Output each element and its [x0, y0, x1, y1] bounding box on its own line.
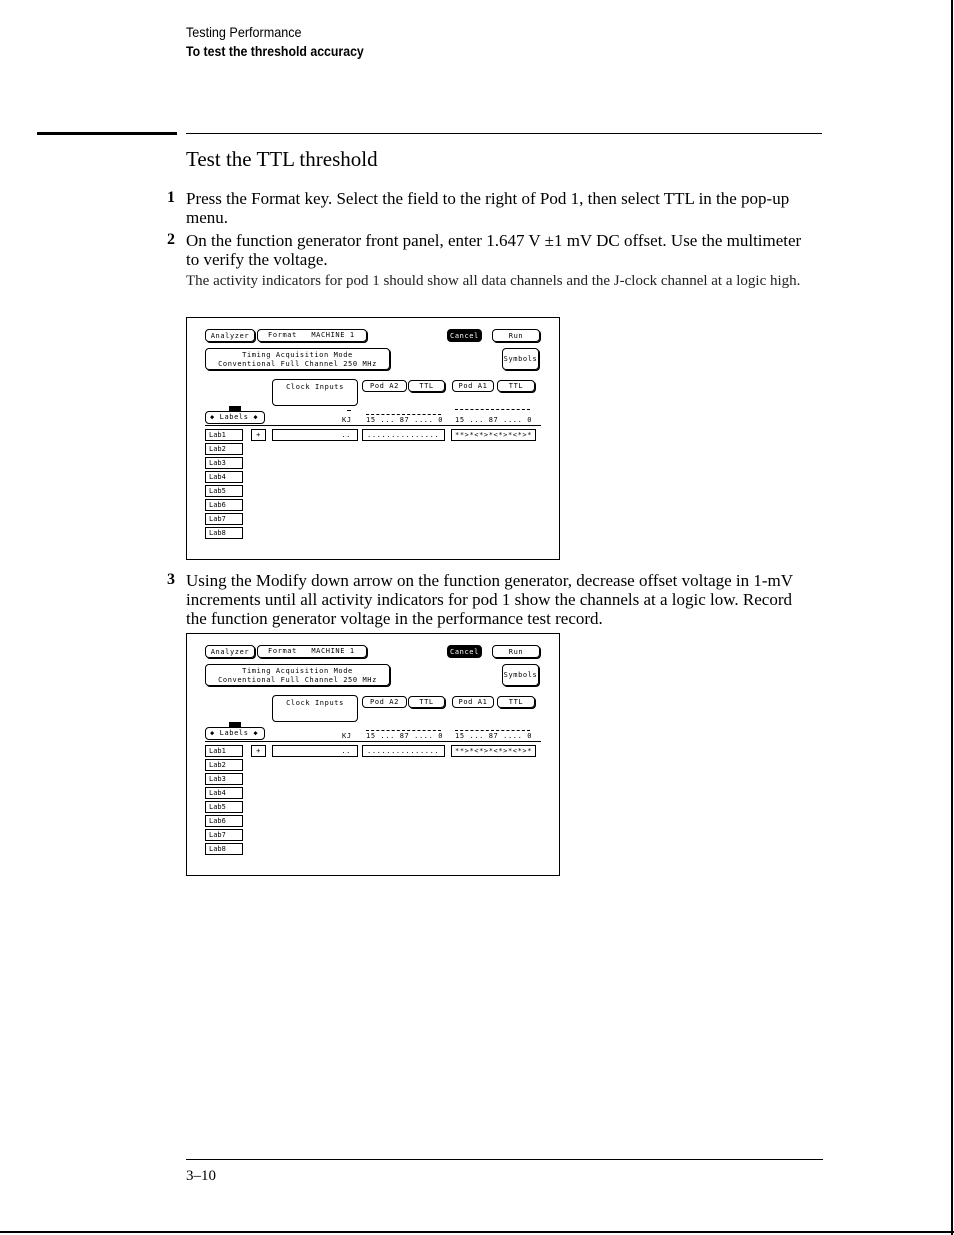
- pod-a2-bits: 15 ... 87 .... 0: [366, 732, 444, 740]
- format-label: Format: [268, 331, 297, 339]
- machine-label: MACHINE 1: [311, 647, 355, 655]
- header-section: Testing Performance: [186, 24, 302, 40]
- label-row-3[interactable]: Lab3: [205, 457, 243, 469]
- machine-label: MACHINE 1: [311, 331, 355, 339]
- pod-a1-label: Pod A1: [452, 696, 494, 708]
- label-row-2[interactable]: Lab2: [205, 443, 243, 455]
- pod-a1-activity-high: [455, 409, 530, 410]
- label-row-1[interactable]: Lab1: [205, 745, 243, 757]
- cancel-button[interactable]: Cancel: [447, 329, 482, 342]
- label-row-8[interactable]: Lab8: [205, 527, 243, 539]
- mode-line-2: Conventional Full Channel 250 MHz: [218, 676, 377, 684]
- label-row-7[interactable]: Lab7: [205, 829, 243, 841]
- labels-text: Labels: [219, 413, 249, 421]
- analyzer-button[interactable]: Analyzer: [205, 645, 255, 658]
- pod-a1-threshold-button[interactable]: TTL: [497, 380, 535, 392]
- label-row-1[interactable]: Lab1: [205, 429, 243, 441]
- kj-activity-indicator: [347, 410, 351, 411]
- format-machine-button[interactable]: [257, 645, 367, 658]
- pod-a1-field[interactable]: **>*<*>*<*>*<*>*: [451, 745, 536, 757]
- pod-a2-activity: [366, 730, 441, 731]
- label-row-4[interactable]: Lab4: [205, 471, 243, 483]
- section-title: Test the TTL threshold: [186, 147, 378, 171]
- label-row-8[interactable]: Lab8: [205, 843, 243, 855]
- labels-button[interactable]: ◆ Labels ◆: [205, 411, 265, 424]
- format-machine-button[interactable]: [257, 329, 367, 342]
- pod-a2-threshold-button[interactable]: TTL: [408, 380, 445, 392]
- step-3-number: 3: [167, 571, 175, 588]
- pod-a2-activity: [366, 414, 441, 415]
- run-button[interactable]: Run: [492, 329, 540, 342]
- page-border-right: [951, 0, 953, 1235]
- clock-kj-header: KJ: [342, 416, 352, 424]
- header-subsection: To test the threshold accuracy: [186, 43, 364, 59]
- pod-a2-label: Pod A2: [362, 696, 407, 708]
- label-row-6[interactable]: Lab6: [205, 499, 243, 511]
- step-1-text: Press the Format key. Select the field to the right of Pod 1, then select TTL in the pop-up menu.: [186, 189, 790, 227]
- run-button[interactable]: Run: [492, 645, 540, 658]
- format-label: Format: [268, 647, 297, 655]
- step-2-note: The activity indicators for pod 1 should show all data channels and the J-clock channel at a logic high.: [186, 273, 801, 289]
- mode-line-1: Timing Acquisition Mode: [242, 351, 353, 359]
- page-number: 3–10: [186, 1168, 216, 1184]
- cancel-button[interactable]: Cancel: [447, 645, 482, 658]
- pod-a1-bits: 15 ... 87 .... 0: [455, 416, 533, 424]
- analyzer-button[interactable]: Analyzer: [205, 329, 255, 342]
- labels-text: Labels: [219, 729, 249, 737]
- pod-a2-field[interactable]: ...............: [362, 745, 445, 757]
- acquisition-mode-button[interactable]: [205, 664, 390, 686]
- pod-a1-bits: 15 ... 87 .... 0: [455, 732, 533, 740]
- mode-line-2: Conventional Full Channel 250 MHz: [218, 360, 377, 368]
- step-3-text: Using the Modify down arrow on the function generator, decrease offset voltage in 1-mV increments until all activity indicators for pod 1 show the channels at a logic low. Record the function generator voltage in the performance test record.: [186, 571, 793, 628]
- polarity-button[interactable]: +: [251, 745, 266, 757]
- clock-inputs-box[interactable]: Clock Inputs: [272, 379, 358, 406]
- pod-a1-activity-low: [455, 730, 530, 731]
- pod-a2-threshold-button[interactable]: TTL: [408, 696, 445, 708]
- pod-a2-field[interactable]: ...............: [362, 429, 445, 441]
- label-row-5[interactable]: Lab5: [205, 801, 243, 813]
- page-border-bottom: [0, 1231, 954, 1233]
- step-2-number: 2: [167, 231, 175, 248]
- mode-line-1: Timing Acquisition Mode: [242, 667, 353, 675]
- header-divider: [205, 741, 541, 742]
- symbols-button[interactable]: Symbols: [502, 348, 539, 370]
- label-row-7[interactable]: Lab7: [205, 513, 243, 525]
- format-screen-2: [186, 633, 560, 876]
- step-2-text: On the function generator front panel, enter 1.647 V ±1 mV DC offset. Use the multimeter to verify the voltage.: [186, 231, 802, 269]
- label-row-2[interactable]: Lab2: [205, 759, 243, 771]
- format-screen-1: [186, 317, 560, 560]
- header-divider: [205, 425, 541, 426]
- clock-field[interactable]: ..: [272, 429, 358, 441]
- label-row-6[interactable]: Lab6: [205, 815, 243, 827]
- label-row-4[interactable]: Lab4: [205, 787, 243, 799]
- clock-kj-header: KJ: [342, 732, 352, 740]
- pod-a2-bits: 15 ... 87 .... 0: [366, 416, 444, 424]
- section-rule-thick: [37, 132, 177, 135]
- symbols-button[interactable]: Symbols: [502, 664, 539, 686]
- labels-button[interactable]: ◆ Labels ◆: [205, 727, 265, 740]
- pod-a2-label: Pod A2: [362, 380, 407, 392]
- pod-a1-threshold-button[interactable]: TTL: [497, 696, 535, 708]
- section-rule-thin: [186, 133, 822, 134]
- label-row-5[interactable]: Lab5: [205, 485, 243, 497]
- pod-a1-label: Pod A1: [452, 380, 494, 392]
- footer-rule: [186, 1159, 823, 1160]
- clock-inputs-box[interactable]: Clock Inputs: [272, 695, 358, 722]
- pod-a1-field[interactable]: **>*<*>*<*>*<*>*: [451, 429, 536, 441]
- polarity-button[interactable]: +: [251, 429, 266, 441]
- clock-field[interactable]: ..: [272, 745, 358, 757]
- step-1-number: 1: [167, 189, 175, 206]
- label-row-3[interactable]: Lab3: [205, 773, 243, 785]
- acquisition-mode-button[interactable]: [205, 348, 390, 370]
